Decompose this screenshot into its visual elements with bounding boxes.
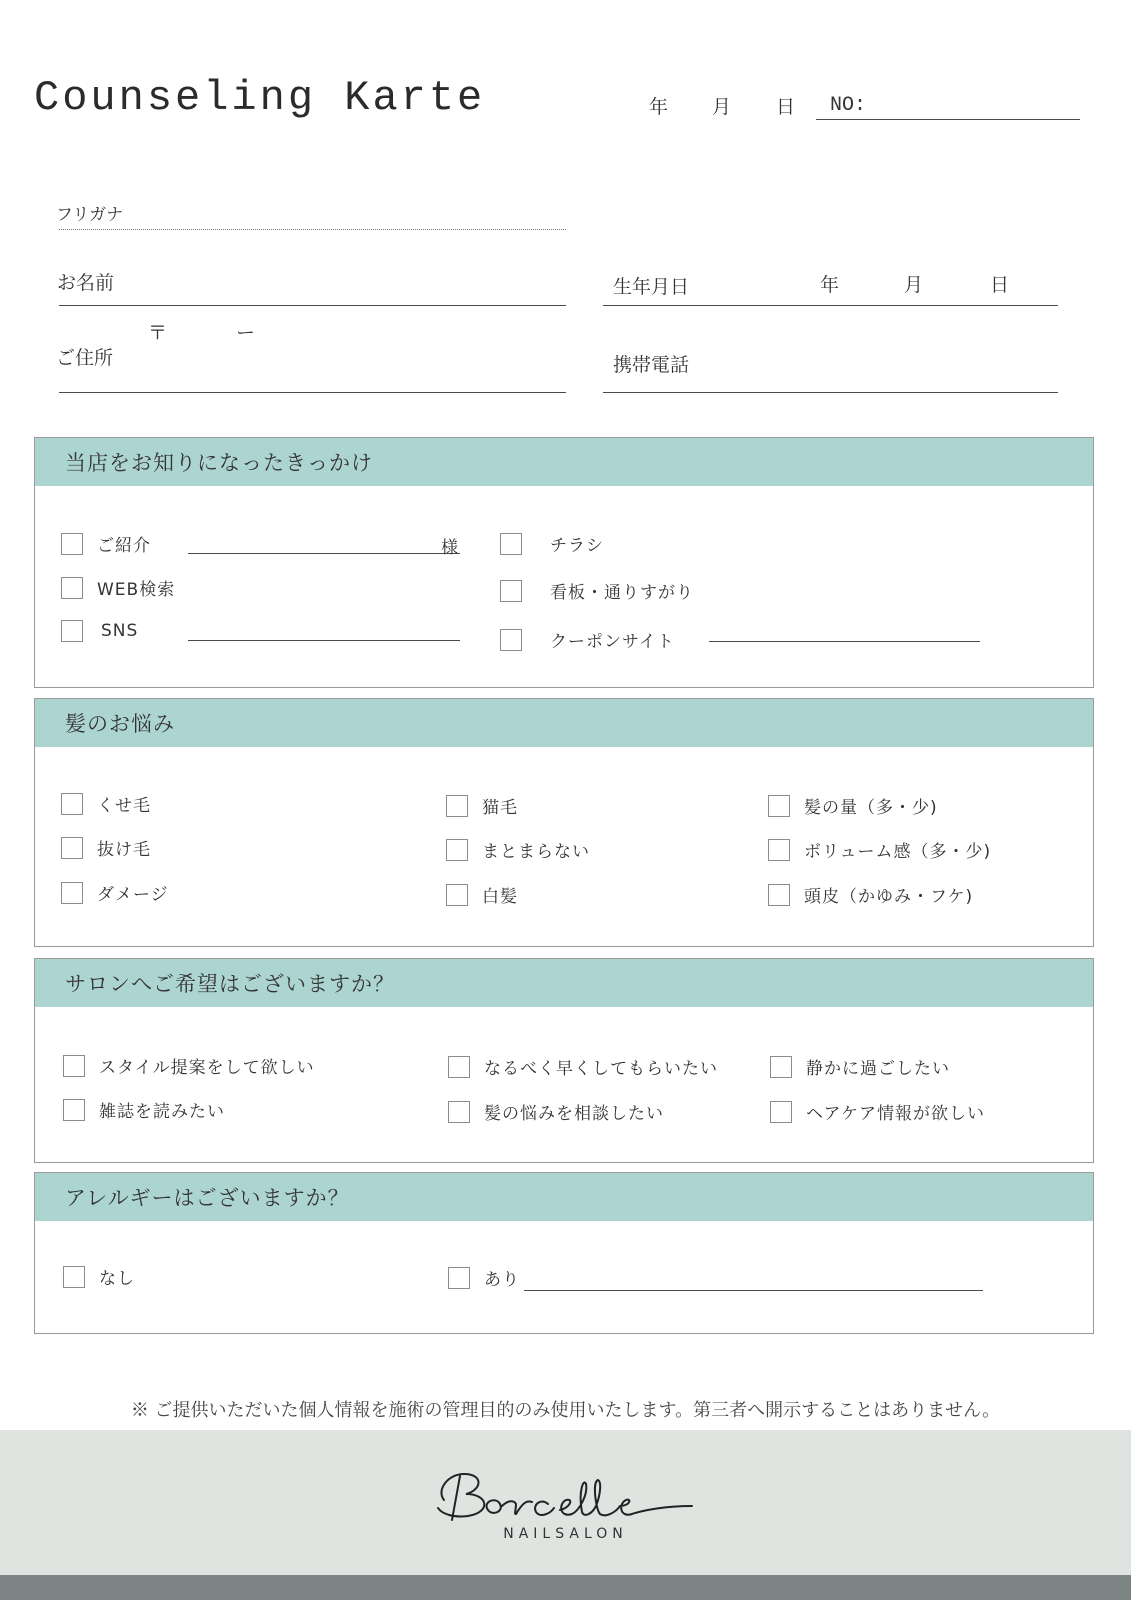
postal-mark: 〒: [148, 322, 168, 344]
furigana-field-line[interactable]: [59, 229, 566, 230]
number-field-line[interactable]: [816, 119, 1080, 120]
number-label: NO:: [830, 94, 867, 117]
checkbox[interactable]: [448, 1056, 470, 1078]
date-month-label: 月: [712, 96, 732, 118]
date-year-label: 年: [649, 96, 669, 118]
checkbox[interactable]: [770, 1101, 792, 1123]
hair-option[interactable]: 猫毛: [446, 793, 518, 818]
checkbox[interactable]: [500, 533, 522, 555]
checkbox[interactable]: [500, 580, 522, 602]
referral-option-sns[interactable]: SNS: [61, 620, 138, 642]
wishes-option[interactable]: 髪の悩みを相談したい: [448, 1099, 664, 1124]
wishes-option[interactable]: 雑誌を読みたい: [63, 1097, 225, 1122]
introduction-name-line[interactable]: [188, 553, 460, 554]
coupon-site-line[interactable]: [709, 641, 980, 642]
allergy-section: [34, 1172, 1094, 1334]
birthdate-label: 生年月日: [613, 276, 690, 298]
checkbox[interactable]: [770, 1056, 792, 1078]
checkbox[interactable]: [61, 882, 83, 904]
privacy-note: ※ ご提供いただいた個人情報を施術の管理目的のみ使用いたします。第三者へ開示することはありません。: [130, 1400, 1001, 1421]
checkbox[interactable]: [768, 795, 790, 817]
hair-section: [34, 698, 1094, 947]
sama-suffix: 様: [441, 538, 458, 558]
page-title: Counseling Karte: [34, 74, 486, 122]
brand-subtitle: NAILSALON: [503, 1526, 628, 1542]
referral-section-header: 当店をお知りになったきっかけ: [35, 438, 1093, 486]
footer-bar: [0, 1575, 1131, 1600]
hair-option[interactable]: 白髪: [446, 882, 518, 907]
checkbox[interactable]: [63, 1055, 85, 1077]
hair-option[interactable]: まとまらない: [446, 837, 590, 862]
furigana-label: フリガナ: [56, 205, 124, 225]
sns-name-line[interactable]: [188, 640, 460, 641]
allergy-detail-line[interactable]: [524, 1290, 983, 1291]
brand-logo: [430, 1460, 710, 1532]
allergy-option-none[interactable]: なし: [63, 1264, 135, 1289]
checkbox[interactable]: [61, 793, 83, 815]
phone-label: 携帯電話: [613, 354, 690, 376]
checkbox[interactable]: [448, 1267, 470, 1289]
referral-option-web[interactable]: WEB検索: [61, 575, 175, 600]
referral-option-signboard[interactable]: 看板・通りすがり: [500, 578, 694, 603]
wishes-option[interactable]: なるべく早くしてもらいたい: [448, 1054, 718, 1079]
hair-section-header: 髪のお悩み: [35, 699, 1093, 747]
checkbox[interactable]: [768, 839, 790, 861]
checkbox[interactable]: [63, 1266, 85, 1288]
checkbox[interactable]: [61, 837, 83, 859]
checkbox[interactable]: [446, 839, 468, 861]
checkbox[interactable]: [61, 620, 83, 642]
birth-month-label: 月: [904, 274, 924, 296]
wishes-section-header: サロンへご希望はございますか？: [35, 959, 1093, 1007]
postal-dash: ー: [236, 322, 256, 344]
checkbox[interactable]: [500, 629, 522, 651]
checkbox[interactable]: [448, 1101, 470, 1123]
checkbox[interactable]: [768, 884, 790, 906]
wishes-option[interactable]: スタイル提案をして欲しい: [63, 1053, 315, 1078]
checkbox[interactable]: [446, 884, 468, 906]
checkbox[interactable]: [446, 795, 468, 817]
allergy-section-header: アレルギーはございますか？: [35, 1173, 1093, 1221]
date-day-label: 日: [776, 96, 796, 118]
name-label: お名前: [57, 272, 115, 294]
hair-option[interactable]: 髪の量（多・少): [768, 793, 938, 818]
wishes-option[interactable]: ヘアケア情報が欲しい: [770, 1099, 985, 1124]
referral-option-coupon[interactable]: クーポンサイト: [500, 627, 675, 652]
hair-option[interactable]: ダメージ: [61, 880, 169, 905]
allergy-option-yes[interactable]: あり: [448, 1265, 520, 1290]
checkbox[interactable]: [61, 533, 83, 555]
birthdate-field-line[interactable]: [603, 305, 1058, 306]
hair-option[interactable]: ボリューム感（多・少): [768, 837, 991, 862]
phone-field-line[interactable]: [603, 392, 1058, 393]
birth-day-label: 日: [990, 274, 1010, 296]
hair-option[interactable]: 抜け毛: [61, 835, 151, 860]
birth-year-label: 年: [820, 274, 840, 296]
name-field-line[interactable]: [59, 305, 566, 306]
referral-option-introduction[interactable]: ご紹介: [61, 531, 151, 556]
wishes-option[interactable]: 静かに過ごしたい: [770, 1054, 950, 1079]
checkbox[interactable]: [63, 1099, 85, 1121]
referral-option-flyer[interactable]: チラシ: [500, 531, 604, 556]
address-label: ご住所: [56, 347, 114, 369]
hair-option[interactable]: 頭皮（かゆみ・フケ): [768, 882, 973, 907]
address-field-line[interactable]: [59, 392, 566, 393]
hair-option[interactable]: くせ毛: [61, 791, 151, 816]
checkbox[interactable]: [61, 577, 83, 599]
